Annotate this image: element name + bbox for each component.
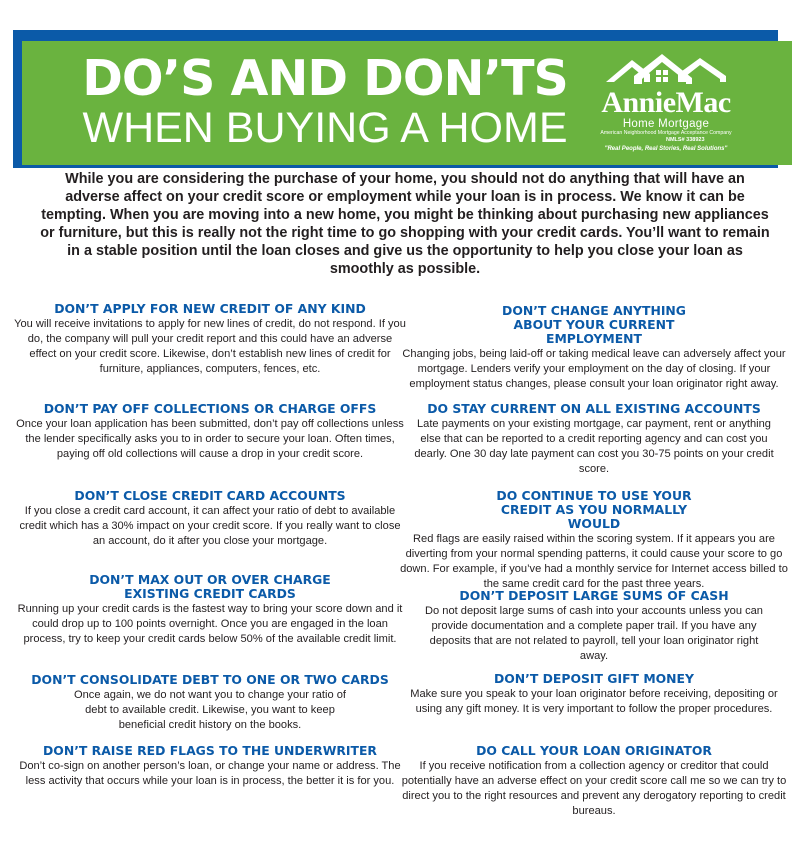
page-subtitle: WHEN BUYING A HOME xyxy=(82,104,568,152)
tip-body: Once your loan application has been submitted, don’t pay off collections unless the lender specifically asks you to in order to secure your loan. Often times, paying off old collections will cause a drop in your credit score. xyxy=(16,418,404,460)
tip-section xyxy=(398,672,790,717)
tip-body: Once again, we do not want you to change your ratio of debt to available credit. Likewise, you want to keep beneficial credit history on the books. xyxy=(74,689,346,731)
tip-section xyxy=(14,302,406,377)
tip-body: Red flags are easily raised within the scoring system. If it appears you are diverting from your normal spending patterns, it could cause your score to go down. For example, if you’ve had a monthly service for Internet access billed to the same credit card for the past three years. xyxy=(400,533,788,590)
tip-heading: DON’T CLOSE CREDIT CARD ACCOUNTS xyxy=(74,488,346,503)
logo-brand-name: AnnieMac xyxy=(601,86,731,119)
tip-heading: DON’T APPLY FOR NEW CREDIT OF ANY KIND xyxy=(54,301,366,316)
tip-body: You will receive invitations to apply for new lines of credit, do not respond. If you do, the company will pull your credit report and this could have an adverse effect on your credit score. Likewise, don’t establish new lines of credit for furniture, appliances, computers, fences, etc. xyxy=(14,318,406,375)
tip-body: Late payments on your existing mortgage, car payment, rent or anything else that can be reported to a credit reporting agency and can cost you dearly. One 30 day late payment can cost you 30-75 points on your credit score. xyxy=(414,418,774,475)
tip-body: Make sure you speak to your loan originator before receiving, depositing or using any gift money. It is very important to follow the proper procedures. xyxy=(410,688,778,715)
company-logo xyxy=(596,52,736,160)
logo-tagline: "Real People, Real Stories, Real Solutions" xyxy=(604,146,728,152)
tip-body: Don’t co-sign on another person’s loan, or change your name or address. The less activity that occurs while your loan is in process, the better it is for you. xyxy=(19,760,401,787)
tip-body: If you receive notification from a collection agency or creditor that could potentially have an adverse effect on your credit score call me so we can try to direct you to the right resources and prevent any derogatory reporting to credit bureaus. xyxy=(401,760,787,817)
tip-section xyxy=(14,402,406,462)
tip-section xyxy=(398,402,790,477)
intro-paragraph: While you are considering the purchase of your home, you should not do anything that will have an adverse affect on your credit score or employment while your loan is in process. We know it can be tempting. When you are moving into a new home, you might be thinking about purchasing new appliances or furniture, but this is really not the right time to go shopping with your credit cards. You’ll want to remain in a stable position until the loan closes and give us the opportunity to help you close your loan as smoothly as possible. xyxy=(40,171,770,277)
page-title: DO’S AND DON’TS xyxy=(82,50,568,107)
tip-heading: DON’T DEPOSIT GIFT MONEY xyxy=(493,671,694,686)
tip-heading: DON’T MAX OUT OR OVER CHARGE EXISTING CREDIT CARDS xyxy=(89,572,331,601)
tip-body: If you close a credit card account, it can affect your ratio of debt to available credit which has a 30% impact on your credit score. If you really want to close an account, do it after you close your mortgage. xyxy=(19,505,401,547)
tip-section xyxy=(398,489,790,592)
tip-section xyxy=(14,489,406,549)
tip-heading: DON’T CHANGE ANYTHING ABOUT YOUR CURRENT EMPLOYMENT xyxy=(502,303,686,346)
tip-heading: DON’T RAISE RED FLAGS TO THE UNDERWRITER xyxy=(43,743,377,758)
tip-section xyxy=(398,744,790,819)
tip-section xyxy=(398,589,790,664)
tip-section xyxy=(14,573,406,647)
tip-heading: DO CALL YOUR LOAN ORIGINATOR xyxy=(476,743,712,758)
logo-subtitle: Home Mortgage xyxy=(622,118,710,130)
tip-body: Changing jobs, being laid-off or taking medical leave can adversely affect your mortgage. Lenders verify your employment on the day of closing. If your employment status changes, please consult your loan originator right away. xyxy=(402,348,786,390)
tip-section xyxy=(14,673,406,733)
tip-section xyxy=(398,304,790,392)
logo-nmls-number: NMLS# 338923 xyxy=(666,137,705,143)
tip-body: Running up your credit cards is the fastest way to bring your score down and it could drop up to 100 points overnight. Once you are engaged in the loan process, try to keep your credit cards below 50% of the available credit limit. xyxy=(17,603,403,645)
tip-body: Do not deposit large sums of cash into your accounts unless you can provide documentation and a complete paper trail. If you have any deposits that are not related to payroll, tell your loan originator right away. xyxy=(425,605,763,662)
logo-company-name: American Neighborhood Mortgage Acceptance Company xyxy=(600,130,732,136)
tip-heading: DO STAY CURRENT ON ALL EXISTING ACCOUNTS xyxy=(427,401,761,416)
tip-heading: DON’T CONSOLIDATE DEBT TO ONE OR TWO CARDS xyxy=(31,672,389,687)
tip-heading: DO CONTINUE TO USE YOUR CREDIT AS YOU NORMALLY WOULD xyxy=(496,488,692,531)
tip-heading: DON’T PAY OFF COLLECTIONS OR CHARGE OFFS xyxy=(43,401,377,416)
tip-section xyxy=(14,744,406,789)
tip-heading: DON’T DEPOSIT LARGE SUMS OF CASH xyxy=(459,588,729,603)
